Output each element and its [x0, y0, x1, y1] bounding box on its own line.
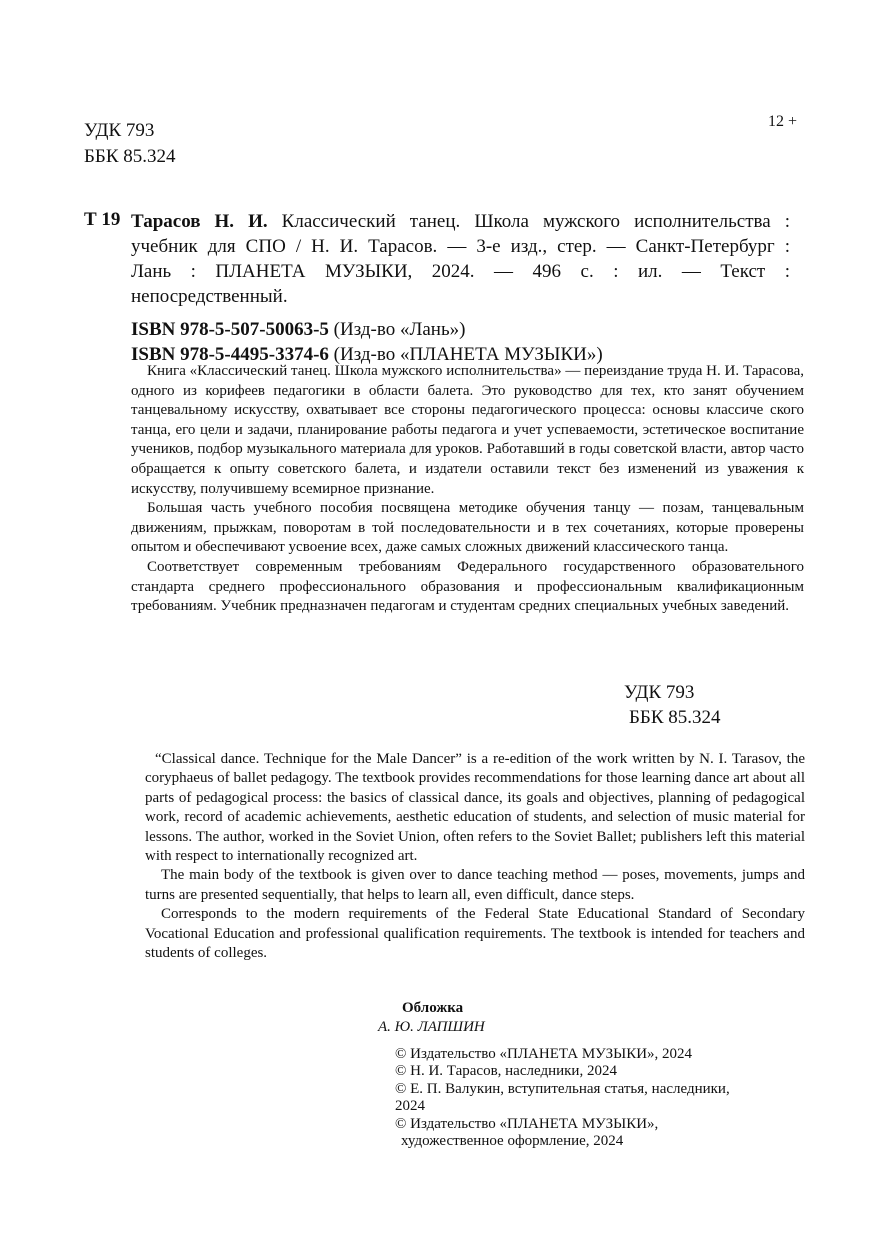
classification-header: [84, 118, 176, 170]
annotation-paragraph: Corresponds to the modern requirements of the Federal State Educational Standard of Secondary Vocational Education and professional qualification requirements. The textbook is intended for teachers and students of colleges.: [145, 906, 805, 962]
isbn-line: [131, 317, 603, 342]
copyright-block: [395, 1046, 790, 1150]
biblio-line: Лань : ПЛАНЕТА МУЗЫКИ, 2024. — 496 с. : ил. — Текст :: [131, 261, 790, 282]
annotation-paragraph: The main body of the textbook is given over to dance teaching method — poses, movements, jumps and turns are presented sequentially, that helps to learn all, even difficult, dance steps.: [145, 867, 805, 903]
annotation-russian: [131, 362, 804, 617]
biblio-line: непосредственный.: [131, 286, 288, 307]
annotation-english: [145, 750, 805, 963]
cover-artist: А. Ю. ЛАПШИН: [378, 1019, 485, 1035]
copyright-line: © Издательство «ПЛАНЕТА МУЗЫКИ»,: [395, 1115, 659, 1132]
classification-mid: [624, 680, 721, 730]
biblio-line: учебник для СПО / Н. И. Тарасов. — 3-е изд., стер. — Санкт-Петербург :: [131, 236, 790, 257]
annotation-paragraph: “Classical dance. Technique for the Male Dancer” is a re-edition of the work written by N. I. Tarasov, the coryphaeus of ballet pedagogy. The textbook provides recommendations for those learning dance art about all parts of pedagogical process: the basics of classical dance, its goals and objectives, planning of pedagogical work, record of academic achievements, aesthetic education of students, and selection of music material for lessons. The author, worked in the Soviet Union, often refers to the Soviet Ballet; publishers left this material with respect to internationally recognized art.: [145, 751, 805, 865]
isbn-number: ISBN 978-5-507-50063-5: [131, 319, 329, 340]
biblio-line: Тарасов Н. И. Классический танец. Школа мужского исполнительства :: [131, 211, 790, 232]
author-mark: Т 19: [84, 209, 121, 230]
bbk-code: ББК 85.324: [84, 146, 176, 167]
isbn-number: ISBN 978-5-4495-3374-6: [131, 344, 329, 365]
annotation-paragraph: Большая часть учебного пособия посвящена методике обучения танцу — позам, танцевальным движениям, прыжкам, поворотам в той последовательности и в тех сочетаниях, которые проверены опытом и обеспечивают усвоение всех, даже самых сложных движений классического танца.: [131, 500, 804, 556]
isbn-publisher: (Изд-во «Лань»): [328, 319, 466, 340]
udk-code: УДК 793: [624, 682, 695, 703]
bibliographic-record: [131, 209, 790, 309]
annotation-paragraph: Книга «Классический танец. Школа мужского исполнительства» — переиздание труда Н. И. Тарасова, одного из корифеев педагогики в области балета. Это руководство для тех, кто занят обучением танцевальному искусству, охватывает все стороны педагогического процесса: основы классиче ского танца, его цели и задачи, планирование работы педагога и учет успеваемости, эстетическое воспитание учеников, подбор музыкального материала для уроков. Работавший в годы советской власти, автор часто обращается к опыту советского балета, и издатели оставили текст без изменений из уважения к искусству, получившему всемирное признание.: [131, 363, 804, 497]
copyright-line: © Е. П. Валукин, вступительная статья, наследники,: [395, 1080, 730, 1097]
isbn-block: [131, 317, 603, 367]
udk-code: УДК 793: [84, 120, 155, 141]
copyright-line: © Издательство «ПЛАНЕТА МУЗЫКИ», 2024: [395, 1046, 693, 1062]
copyright-line: художественное оформление, 2024: [401, 1133, 624, 1150]
cover-label: Обложка: [402, 1000, 464, 1016]
copyright-line: © Н. И. Тарасов, наследники, 2024: [395, 1063, 617, 1080]
isbn-publisher: (Изд-во «ПЛАНЕТА МУЗЫКИ»): [328, 344, 603, 365]
bbk-code: ББК 85.324: [629, 707, 721, 728]
copyright-line: 2024: [395, 1098, 425, 1115]
annotation-paragraph: Соответствует современным требованиям Федерального государственного образовательного стандарта среднего профессионального образования и профессиональным квалификационным требованиям. Учебник предназначен педагогам и студентам средних специальных учебных заведений.: [131, 558, 804, 615]
age-rating: 12 +: [768, 113, 798, 130]
author-name: Тарасов Н. И.: [131, 211, 268, 232]
